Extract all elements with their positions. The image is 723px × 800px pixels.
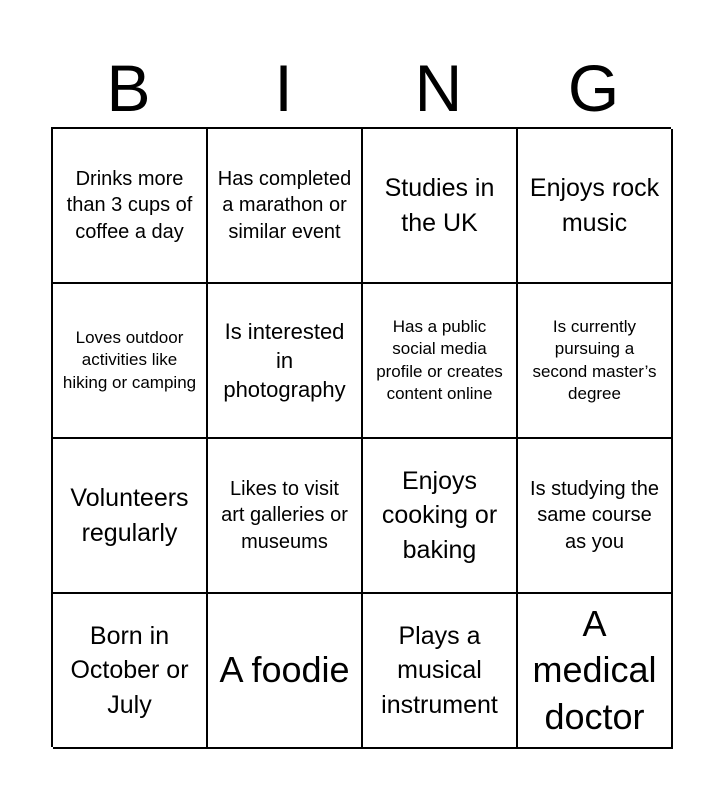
- header-letter-b: B: [106, 51, 151, 125]
- header-letter-n: N: [414, 51, 463, 125]
- bingo-cell[interactable]: Is studying the same course as you: [518, 439, 673, 594]
- header-letter-g: G: [567, 51, 620, 125]
- bingo-cell[interactable]: A foodie: [208, 594, 363, 749]
- bingo-cell[interactable]: Has a public social media profile or creates content online: [363, 284, 518, 439]
- bingo-cell[interactable]: Loves outdoor activities like hiking or camping: [53, 284, 208, 439]
- bingo-board: [51, 127, 671, 747]
- bingo-cell[interactable]: Volunteers regularly: [53, 439, 208, 594]
- bingo-cell[interactable]: Born in October or July: [53, 594, 208, 749]
- bingo-cell[interactable]: Has completed a marathon or similar event: [208, 129, 363, 284]
- bingo-cell[interactable]: Plays a musical instrument: [363, 594, 518, 749]
- bingo-cell[interactable]: Studies in the UK: [363, 129, 518, 284]
- header-letter-i: I: [274, 51, 293, 125]
- bingo-cell[interactable]: Enjoys cooking or baking: [363, 439, 518, 594]
- bingo-cell[interactable]: Drinks more than 3 cups of coffee a day: [53, 129, 208, 284]
- bingo-header: [51, 48, 671, 128]
- bingo-cell[interactable]: Is interested in photography: [208, 284, 363, 439]
- bingo-cell[interactable]: A medical doctor: [518, 594, 673, 749]
- bingo-cell[interactable]: Is currently pursuing a second master’s degree: [518, 284, 673, 439]
- bingo-cell[interactable]: Likes to visit art galleries or museums: [208, 439, 363, 594]
- bingo-cell[interactable]: Enjoys rock music: [518, 129, 673, 284]
